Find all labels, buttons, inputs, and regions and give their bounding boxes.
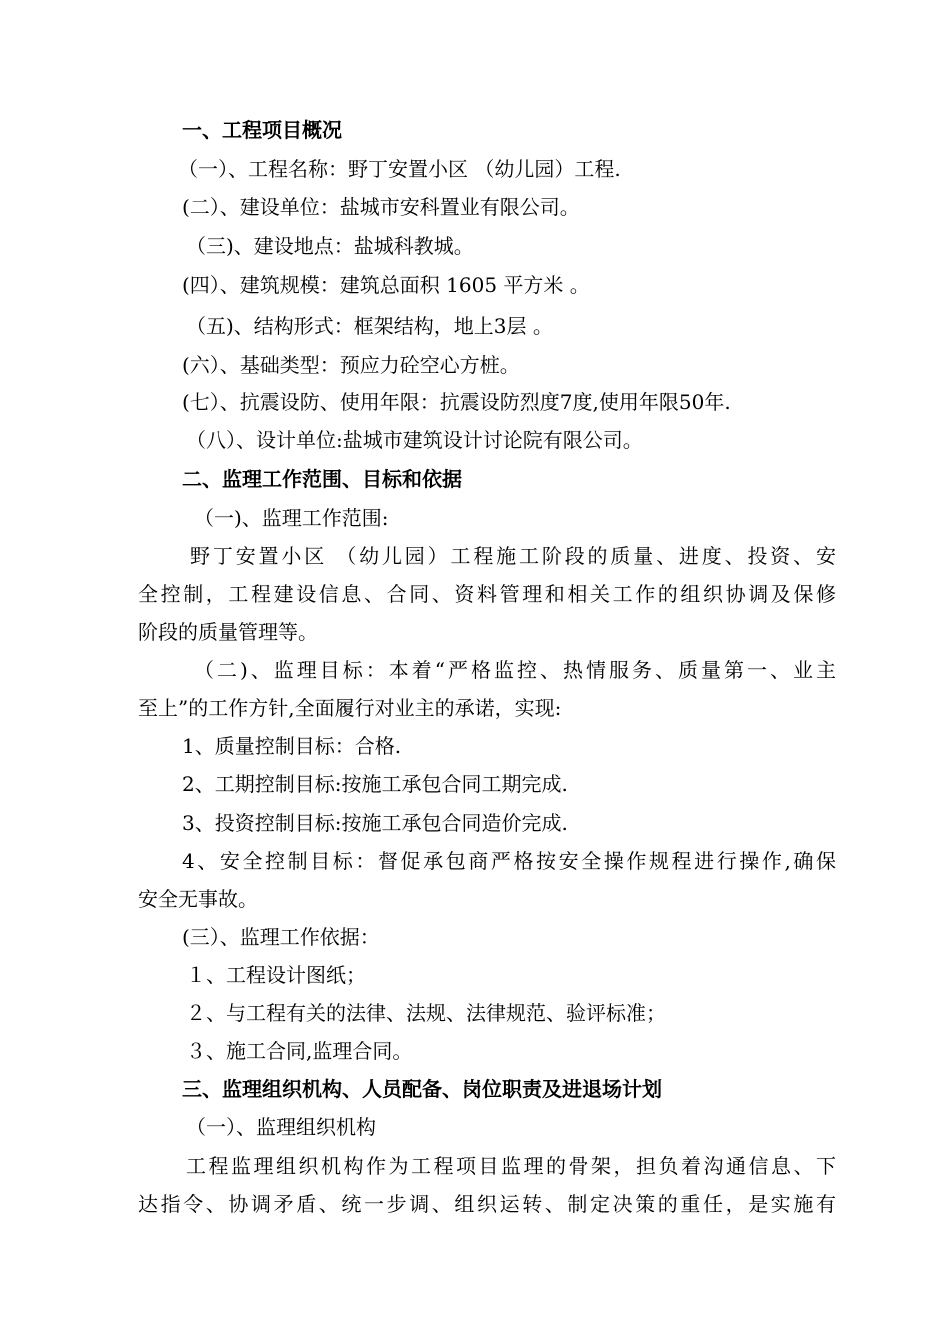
paragraph-line: （三)、建设地点：盐城科教城。 [186,234,474,258]
paragraph-line: 4、安全控制目标：督促承包商严格按安全操作规程进行操作,确保 [182,849,836,873]
paragraph-line: (四）、建筑规模：建筑总面积 1605 平方米 。 [182,273,590,297]
paragraph-line: （二)、监理目标：本着“严格监控、热情服务、质量第一、业主 [194,658,836,682]
paragraph-line: 野丁安置小区 （幼儿园）工程施工阶段的质量、进度、投资、安 [190,544,836,568]
paragraph-line: １、工程设计图纸； [186,963,366,987]
paragraph-line: （五)、结构形式：框架结构，地上3层 。 [186,314,553,338]
paragraph-line: 1、质量控制目标：合格. [182,734,402,758]
section-heading-3: 三、监理组织机构、人员配备、岗位职责及进退场计划 [182,1077,662,1101]
paragraph-line: 至上”的工作方针,全面履行对业主的承诺，实现: [138,696,562,720]
paragraph-line: （一）、监理组织机构 [186,1115,376,1139]
paragraph-line: 3、投资控制目标:按施工承包合同造价完成. [182,811,568,835]
paragraph-line: (三）、监理工作依据： [182,925,380,949]
paragraph-line: ３、施工合同,监理合同。 [186,1039,413,1063]
paragraph-line: ２、与工程有关的法律、法规、法律规范、验评标准； [186,1001,666,1025]
paragraph-line: (二）、建设单位：盐城市安科置业有限公司。 [182,195,580,219]
paragraph-line: 工程监理组织机构作为工程项目监理的骨架，担负着沟通信息、下 [186,1154,836,1178]
section-heading-2: 二、监理工作范围、目标和依据 [182,467,462,491]
paragraph-line: (六）、基础类型：预应力砼空心方桩。 [182,353,520,377]
paragraph-line: (七）、抗震设防、使用年限：抗震设防烈度7度,使用年限50年. [182,390,731,414]
paragraph-line: 阶段的质量管理等。 [138,620,318,644]
section-heading-1: 一、工程项目概况 [182,118,342,142]
paragraph-line: （一)、监理工作范围: [194,506,389,530]
paragraph-line: 安全无事故。 [138,887,258,911]
paragraph-line: （八）、设计单位:盐城市建筑设计讨论院有限公司。 [186,428,643,452]
paragraph-line: 2、工期控制目标:按施工承包合同工期完成. [182,772,568,796]
paragraph-line: （一）、工程名称：野丁安置小区 （幼儿园）工程. [178,157,621,181]
paragraph-line: 全控制，工程建设信息、合同、资料管理和相关工作的组织协调及保修 [138,582,836,606]
paragraph-line: 达指令、协调矛盾、统一步调、组织运转、制定决策的重任，是实施有 [138,1192,836,1216]
